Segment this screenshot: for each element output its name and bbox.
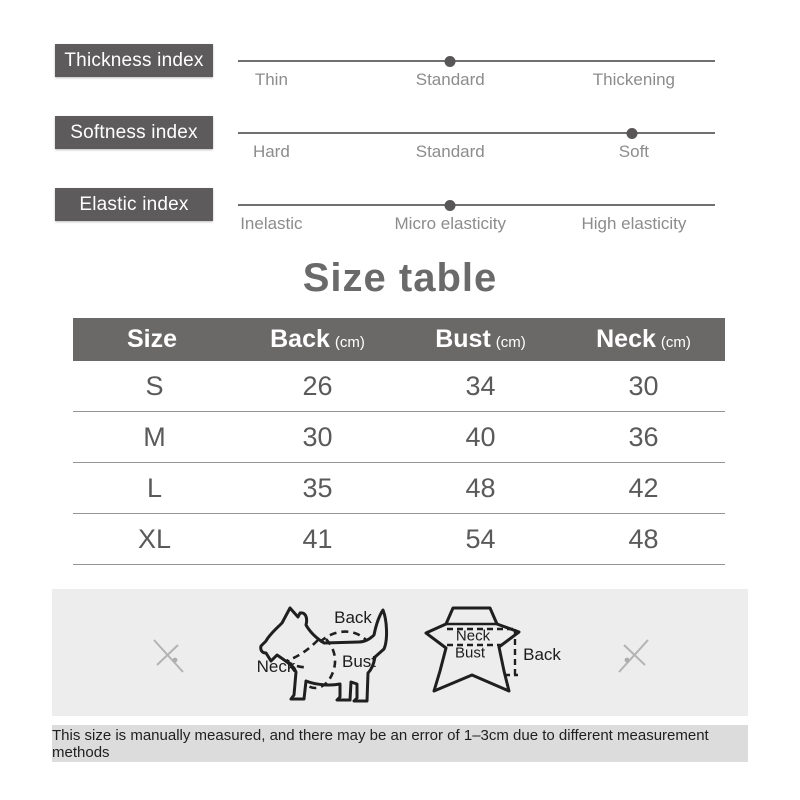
garment-neck-label: Neck (455, 627, 491, 645)
table-row-xl: XL 41 54 48 (73, 514, 725, 565)
tick-hard: Hard (252, 142, 290, 161)
size-table-title: Size table (302, 256, 498, 300)
size-table-header (73, 318, 725, 361)
garment-back-label: Back (523, 645, 561, 664)
softness-scale (238, 116, 715, 180)
tick-soft: Soft (618, 142, 650, 161)
elastic-scale (238, 188, 715, 252)
softness-index-row (55, 116, 745, 180)
elastic-scale-line (238, 204, 715, 206)
measurement-disclaimer-bar (52, 725, 748, 762)
tick-thin: Thin (254, 70, 288, 89)
tick-standard-2: Standard (415, 142, 485, 161)
dog-bust-label: Bust (341, 652, 377, 671)
tick-thickening: Thickening (592, 70, 676, 89)
dog-back-label: Back (334, 608, 372, 627)
softness-scale-line (238, 132, 715, 134)
softness-index-label: Softness index (55, 116, 213, 149)
sparkle-right-icon (614, 636, 654, 676)
elastic-index-row (55, 188, 745, 252)
tick-standard: Standard (415, 70, 485, 89)
thickness-scale-line (238, 60, 715, 62)
elastic-scale-dot[interactable] (445, 200, 456, 211)
table-row-l: L 35 48 42 (73, 463, 725, 514)
garment-bust-label: Bust (454, 644, 486, 662)
table-row-s: S 26 34 30 (73, 361, 725, 412)
header-cell-size: Size (126, 325, 178, 353)
table-row-m: M 30 40 36 (73, 412, 725, 463)
thickness-scale-dot[interactable] (445, 56, 456, 67)
elastic-index-label: Elastic index (55, 188, 213, 221)
disclaimer-text: This size is manually measured, and there may be an error of 1–3cm due to different measurement methods (52, 726, 709, 761)
tick-inelastic: Inelastic (240, 214, 303, 233)
size-table (73, 318, 725, 565)
dog-diagram (258, 603, 398, 707)
header-cell-back: Back (cm) (270, 325, 365, 353)
header-cell-bust: Bust (cm) (435, 325, 526, 353)
thickness-index-row (55, 44, 745, 108)
header-cell-neck: Neck (cm) (596, 325, 691, 353)
softness-scale-dot[interactable] (626, 128, 637, 139)
tick-micro-elasticity: Micro elasticity (394, 214, 506, 233)
thickness-scale (238, 44, 715, 108)
sparkle-left-icon (148, 636, 188, 676)
tick-high-elasticity: High elasticity (581, 214, 687, 233)
dog-neck-label: Neck (256, 657, 296, 676)
thickness-index-label: Thickness index (55, 44, 213, 77)
measurement-diagram-panel (52, 589, 748, 716)
